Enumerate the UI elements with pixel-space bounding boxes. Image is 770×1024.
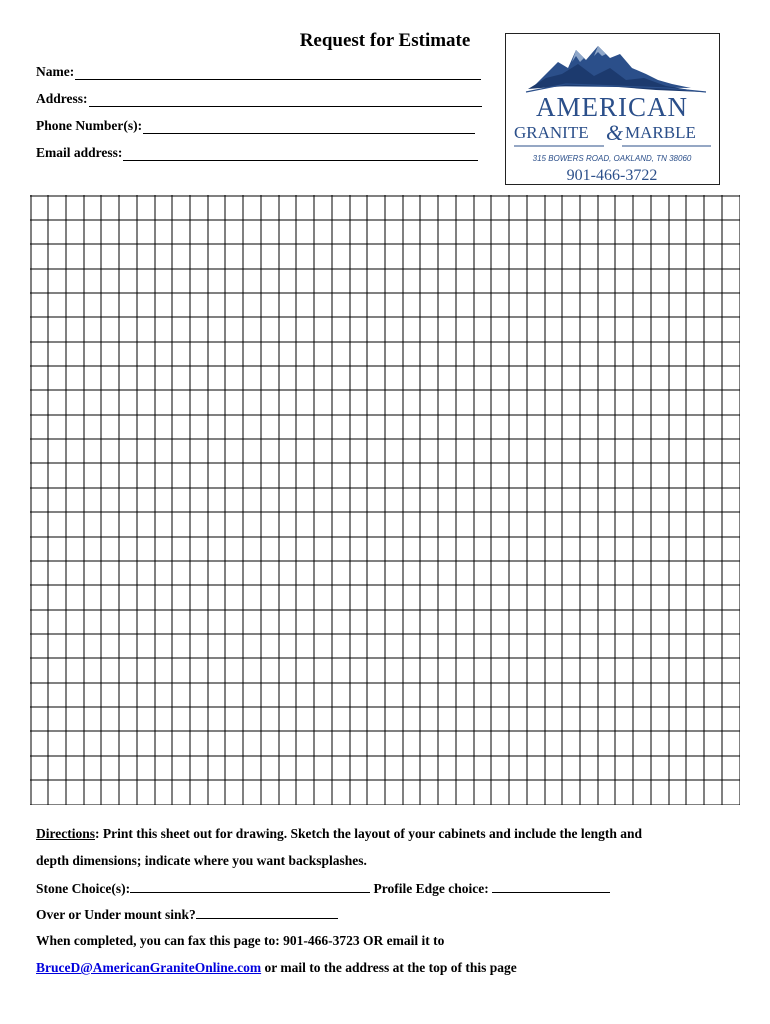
mountain-logo-icon	[506, 34, 718, 183]
logo-phone-text: 901-466-3722	[566, 167, 658, 183]
address-label: Address:	[36, 91, 88, 106]
company-logo	[505, 33, 720, 185]
email-line[interactable]	[123, 147, 478, 161]
address-line[interactable]	[89, 93, 482, 107]
logo-address-text: 315 BOWERS ROAD, OAKLAND, TN 38060	[532, 154, 692, 163]
directions-text-2: depth dimensions; indicate where you want backsplashes.	[36, 853, 367, 868]
mail-text: or mail to the address at the top of this page	[261, 960, 517, 975]
fax-text: When completed, you can fax this page to: 901-466-3723 OR email it to	[36, 933, 445, 948]
logo-amp-text: &	[606, 120, 624, 145]
logo-granite-text: GRANITE	[514, 123, 589, 142]
sink-label: Over or Under mount sink?	[36, 907, 196, 922]
address-field	[36, 91, 482, 107]
phone-line[interactable]	[143, 120, 475, 134]
form-title: Request for Estimate	[299, 30, 471, 51]
sink-blank[interactable]	[196, 906, 338, 919]
email-label: Email address:	[36, 145, 123, 160]
phone-field	[36, 118, 475, 134]
profile-label: Profile Edge choice:	[373, 881, 489, 896]
email-link[interactable]: BruceD@AmericanGraniteOnline.com	[36, 960, 262, 975]
grid-lines	[30, 195, 740, 805]
phone-label: Phone Number(s):	[36, 118, 143, 133]
logo-marble-text: MARBLE	[625, 123, 696, 142]
directions-text-1: : Print this sheet out for drawing. Sketch the layout of your cabinets and include the length and	[95, 826, 643, 841]
logo-american-text: AMERICAN	[535, 92, 689, 122]
sink-line	[36, 906, 338, 923]
directions-label: Directions	[36, 826, 95, 841]
drawing-grid[interactable]	[30, 195, 740, 805]
email-mail-line	[36, 960, 517, 976]
stone-label: Stone Choice(s):	[36, 881, 131, 896]
directions-line-1	[36, 826, 642, 842]
name-label: Name:	[36, 64, 75, 79]
email-field	[36, 145, 478, 161]
name-field	[36, 64, 481, 80]
stone-profile-line	[36, 880, 610, 897]
stone-blank[interactable]	[130, 880, 370, 893]
name-line[interactable]	[75, 66, 481, 80]
profile-blank[interactable]	[492, 880, 610, 893]
